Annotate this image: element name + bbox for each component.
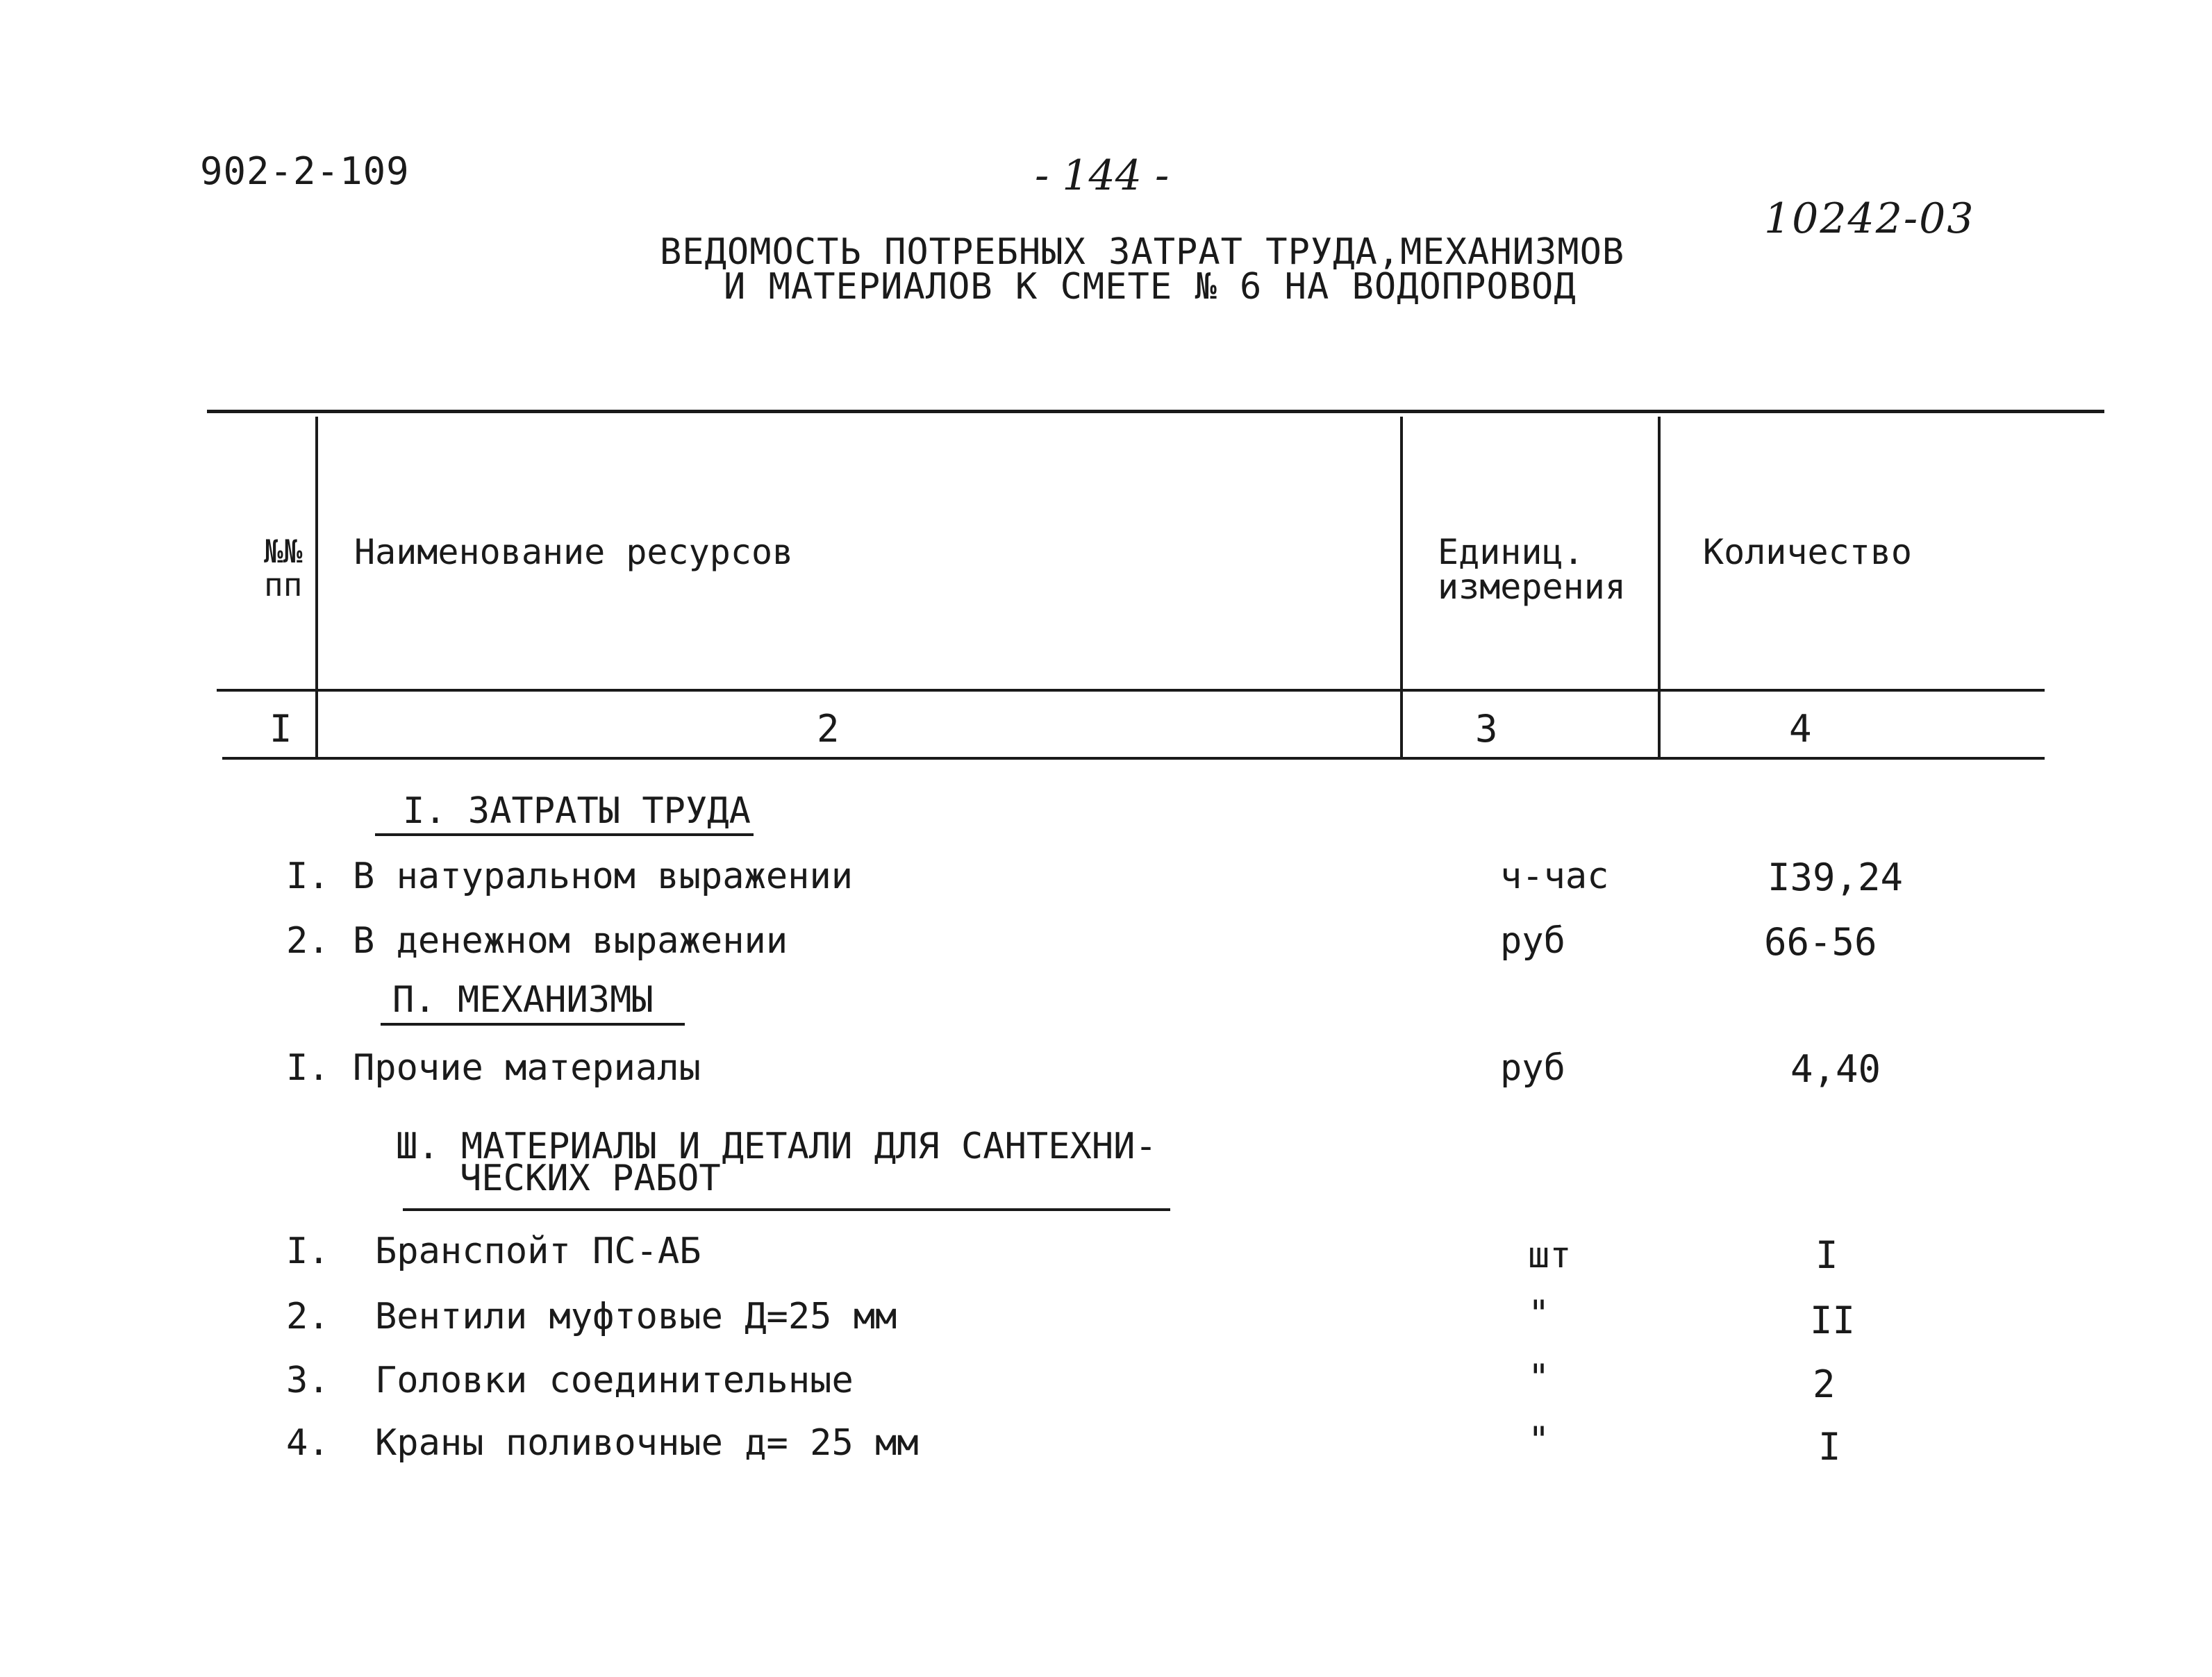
column-number-4: 4 — [1789, 707, 1812, 751]
column-number-1: I — [269, 707, 292, 751]
row-quantity: II — [1810, 1299, 1856, 1342]
row-number: I. — [286, 856, 330, 897]
document-code: 902-2-109 — [200, 149, 410, 193]
row-unit: " — [1528, 1357, 1550, 1399]
row-number: I. — [286, 1047, 330, 1089]
row-quantity: I39,24 — [1768, 856, 1904, 899]
header-resource-name: Наименование ресурсов — [354, 532, 794, 572]
row-number: 2. — [286, 1296, 330, 1337]
row-name: Бранспойт ПС-АБ — [375, 1230, 701, 1272]
row-number: I. — [286, 1230, 330, 1272]
section-underline — [403, 1208, 1170, 1211]
handwritten-code: 10242-03 — [1764, 194, 1975, 243]
row-name: В денежном выражении — [353, 920, 788, 962]
row-quantity: I — [1818, 1425, 1841, 1469]
title-line-1: ВЕДОМОСТЬ ПОТРЕБНЫХ ЗАТРАТ ТРУДА,МЕХАНИЗМОВ — [660, 231, 1625, 273]
section-title-labor: I. ЗАТРАТЫ ТРУДА — [403, 790, 751, 832]
row-number: 2. — [286, 920, 330, 962]
row-unit: " — [1528, 1419, 1550, 1461]
column-number-3: 3 — [1475, 707, 1498, 751]
section-underline — [375, 833, 754, 836]
row-quantity: I — [1815, 1233, 1838, 1277]
table-top-border — [207, 410, 2104, 413]
row-unit: " — [1528, 1293, 1550, 1335]
row-unit: ч-час — [1500, 856, 1609, 897]
row-unit: шт — [1528, 1235, 1572, 1276]
title-line-2: И МАТЕРИАЛОВ К СМЕТЕ № 6 НА ВОДОПРОВОД — [724, 266, 1577, 308]
row-unit: руб — [1500, 1047, 1565, 1089]
header-number: №№ пп — [264, 533, 303, 603]
column-numbers-bottom-border — [222, 757, 2045, 760]
row-name: Головки соединительные — [375, 1360, 854, 1401]
page-number: - 144 - — [1035, 151, 1170, 200]
document-title — [660, 231, 1625, 308]
row-name: Краны поливочные д= 25 мм — [375, 1422, 919, 1464]
row-name: Вентили муфтовые Д=25 мм — [375, 1296, 897, 1337]
column-divider-1 — [315, 417, 318, 757]
header-unit: Единиц. измерения — [1438, 532, 1626, 607]
row-name: Прочие материалы — [353, 1047, 701, 1089]
row-number: 3. — [286, 1360, 330, 1401]
column-number-2: 2 — [817, 707, 840, 751]
section-title-materials: Ш. МАТЕРИАЛЫ И ДЕТАЛИ ДЛЯ САНТЕХНИ- ЧЕСКИХ РАБОТ — [396, 1126, 1157, 1199]
row-quantity: 66-56 — [1764, 920, 1877, 964]
header-quantity: Количество — [1703, 532, 1913, 572]
section-title-mechanisms: П. МЕХАНИЗМЫ — [392, 979, 654, 1021]
section-underline — [381, 1023, 685, 1026]
column-divider-2 — [1400, 417, 1403, 757]
row-quantity: 4,40 — [1790, 1047, 1881, 1091]
row-name: В натуральном выражении — [353, 856, 854, 897]
column-divider-3 — [1658, 417, 1661, 757]
row-unit: руб — [1500, 920, 1565, 962]
row-number: 4. — [286, 1422, 330, 1464]
row-quantity: 2 — [1813, 1362, 1836, 1406]
header-bottom-border — [217, 689, 2045, 692]
